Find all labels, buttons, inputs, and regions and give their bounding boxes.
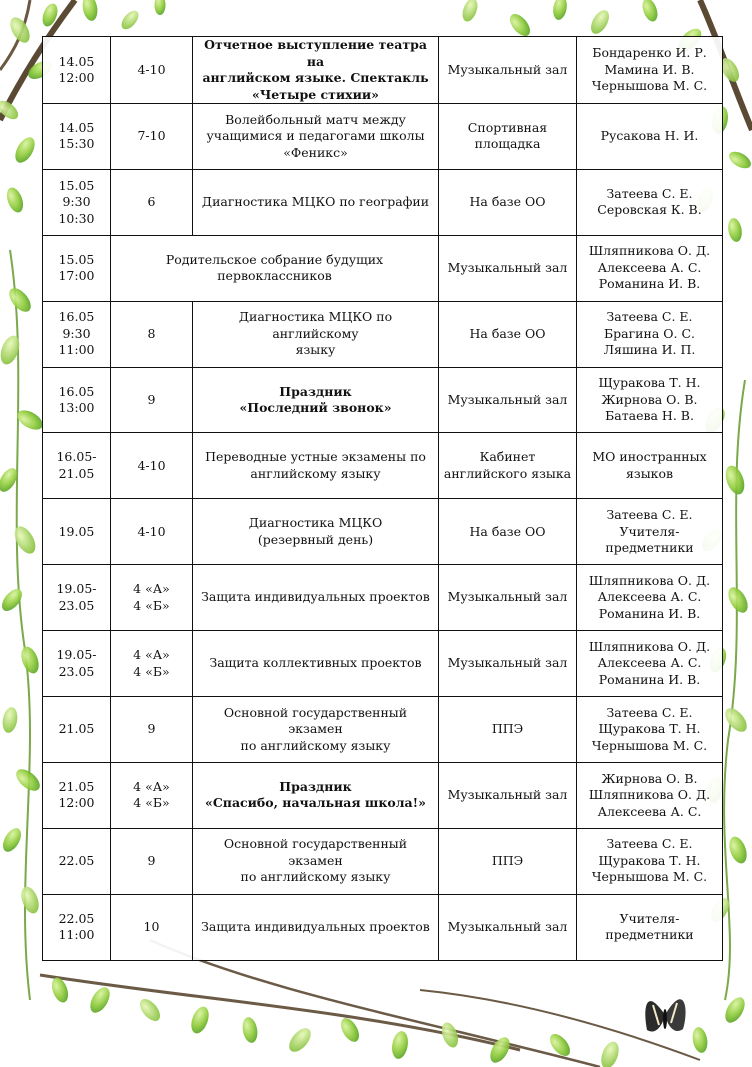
responsible-cell-line: Чернышова М. С. xyxy=(591,737,708,753)
responsible-cell-line: Батаева Н. В. xyxy=(605,408,694,424)
date-cell-line: 14.05 xyxy=(58,119,95,135)
place-cell xyxy=(439,565,577,631)
leaf-decoration xyxy=(5,284,35,315)
leaf-decoration xyxy=(724,584,751,616)
date-cell-line: 23.05 xyxy=(58,597,95,613)
event-cell-line: Основной государственный экзамен xyxy=(223,836,408,868)
responsible-cell xyxy=(577,499,723,565)
responsible-cell-line: Романина И. В. xyxy=(598,605,701,621)
responsible-cell-line: МО иностранных xyxy=(592,449,707,465)
table-row xyxy=(43,433,723,499)
leaf-decoration xyxy=(551,0,568,21)
table-row xyxy=(43,565,723,631)
date-cell-line: 11:00 xyxy=(58,342,95,358)
date-cell-line: 21.05 xyxy=(58,778,95,794)
responsible-cell-line: Щуракова Т. Н. xyxy=(598,852,701,868)
leaf-decoration xyxy=(11,134,38,166)
date-cell-line: 16.05- xyxy=(56,449,97,465)
grade-cell xyxy=(111,37,193,104)
place-cell xyxy=(439,828,577,894)
grade-cell-line: 4 «А» xyxy=(133,581,170,597)
grade-cell xyxy=(111,631,193,697)
responsible-cell-line: Мамина И. В. xyxy=(604,61,695,77)
table-row xyxy=(43,104,723,170)
event-cell-line: Волейбольный матч между xyxy=(225,111,406,127)
event-cell-line: первоклассников xyxy=(217,268,332,284)
event-cell xyxy=(193,697,439,763)
grade-cell-line: 6 xyxy=(147,194,156,210)
event-cell-line: Диагностика МЦКО по английскому xyxy=(238,309,393,341)
responsible-cell-line: предметники xyxy=(605,927,694,943)
grade-cell-line: 4 «Б» xyxy=(133,795,170,811)
date-cell xyxy=(43,169,111,235)
responsible-cell-line: Чернышова М. С. xyxy=(591,869,708,885)
event-cell xyxy=(193,762,439,828)
responsible-cell xyxy=(577,301,723,367)
leaf-decoration xyxy=(587,7,612,37)
responsible-cell xyxy=(577,894,723,960)
grade-cell xyxy=(111,697,193,763)
date-cell-line: 21.05 xyxy=(58,465,95,481)
place-cell-line: Музыкальный зал xyxy=(447,259,568,275)
responsible-cell-line: Учителя- xyxy=(619,523,680,539)
responsible-cell xyxy=(577,565,723,631)
event-cell xyxy=(111,235,439,301)
grade-cell xyxy=(111,169,193,235)
leaf-decoration xyxy=(86,984,113,1016)
grade-cell-line: 4 «Б» xyxy=(133,597,170,613)
event-cell-line: «Четыре стихии» xyxy=(252,86,379,102)
responsible-cell-line: Романина И. В. xyxy=(598,671,701,687)
responsible-cell-line: Алексеева А. С. xyxy=(597,655,702,671)
date-cell xyxy=(43,301,111,367)
event-cell-line: «Феникс» xyxy=(283,144,348,160)
event-cell-line: по английскому языку xyxy=(240,869,391,885)
leaf-decoration xyxy=(241,1016,260,1044)
date-cell-line: 17:00 xyxy=(58,268,95,284)
responsible-cell-line: Ляшина И. П. xyxy=(603,342,696,358)
event-cell xyxy=(193,433,439,499)
date-cell-line: 22.05 xyxy=(58,852,95,868)
leaf-decoration xyxy=(1,706,20,734)
leaf-decoration xyxy=(0,333,23,367)
responsible-cell xyxy=(577,367,723,433)
responsible-cell-line: Шляпникова О. Д. xyxy=(588,243,711,259)
date-cell xyxy=(43,828,111,894)
leaf-decoration xyxy=(598,1039,622,1067)
responsible-cell-line: Шляпникова О. Д. xyxy=(588,787,711,803)
responsible-cell xyxy=(577,104,723,170)
date-cell-line: 12:00 xyxy=(58,70,95,85)
date-cell xyxy=(43,367,111,433)
responsible-cell-line: Щуракова Т. Н. xyxy=(598,375,701,391)
responsible-cell-line: Алексеева А. С. xyxy=(597,589,702,605)
leaf-decoration xyxy=(0,825,25,855)
date-cell xyxy=(43,762,111,828)
table-row xyxy=(43,894,723,960)
place-cell-line: ППЭ xyxy=(491,721,524,737)
date-cell-line: 19.05- xyxy=(56,647,97,663)
event-cell-line: Праздник xyxy=(279,778,352,794)
grade-cell-line: 4 «А» xyxy=(133,647,170,663)
responsible-cell-line: Учителя- xyxy=(619,910,680,926)
responsible-cell-line: Жирнова О. В. xyxy=(601,770,698,786)
event-cell-line: «Спасибо, начальная школа!» xyxy=(205,795,426,811)
event-cell-line: Защита индивидуальных проектов xyxy=(201,589,430,605)
responsible-cell-line: Щуракова Т. Н. xyxy=(598,721,701,737)
event-cell-line: Отчетное выступление театра на xyxy=(204,37,427,69)
event-cell-line: языку xyxy=(295,342,336,358)
responsible-cell-line: Чернышова М. С. xyxy=(591,78,708,94)
date-cell-line: 13:00 xyxy=(58,400,95,415)
responsible-cell xyxy=(577,697,723,763)
place-cell-line: Музыкальный зал xyxy=(447,391,568,407)
place-cell xyxy=(439,762,577,828)
place-cell xyxy=(439,104,577,170)
place-cell-line: ППЭ xyxy=(491,852,524,868)
leaf-decoration xyxy=(18,884,42,916)
grade-cell xyxy=(111,433,193,499)
grade-cell-line: 10 xyxy=(143,918,160,934)
responsible-cell-line: Затеева С. Е. xyxy=(606,309,693,325)
table-row xyxy=(43,301,723,367)
grade-cell xyxy=(111,565,193,631)
responsible-cell-line: Жирнова О. В. xyxy=(601,391,698,407)
date-cell-line: 16.05 xyxy=(58,309,95,325)
date-cell-line: 15:30 xyxy=(58,136,95,152)
leaf-decoration xyxy=(4,185,26,214)
grade-cell-line: 4-10 xyxy=(137,523,166,539)
table-row xyxy=(43,828,723,894)
leaf-decoration xyxy=(285,1024,315,1055)
event-cell xyxy=(193,104,439,170)
grade-cell-line: 7-10 xyxy=(137,128,166,144)
event-cell xyxy=(193,301,439,367)
responsible-cell-line: Затеева С. Е. xyxy=(606,704,693,720)
leaf-decoration xyxy=(726,834,750,866)
leaf-decoration xyxy=(726,148,752,171)
schedule-table xyxy=(42,36,723,961)
place-cell xyxy=(439,169,577,235)
event-cell xyxy=(193,631,439,697)
grade-cell-line: 4 «Б» xyxy=(133,663,170,679)
place-cell xyxy=(439,433,577,499)
event-cell-line: по английскому языку xyxy=(240,737,391,753)
leaf-decoration xyxy=(722,463,748,497)
responsible-cell xyxy=(577,37,723,104)
responsible-cell-line: Брагина О. С. xyxy=(603,325,695,341)
leaf-decoration xyxy=(640,0,661,24)
event-cell-line: Родительское собрание будущих xyxy=(165,251,384,267)
date-cell-line: 19.05 xyxy=(58,523,95,539)
responsible-cell-line: Серовская К. В. xyxy=(597,202,702,218)
event-cell xyxy=(193,499,439,565)
event-cell-line: Праздник xyxy=(279,383,352,399)
leaf-decoration xyxy=(390,1030,410,1060)
event-cell-line: английском языке. Спектакль xyxy=(202,70,429,85)
place-cell-line: Кабинет xyxy=(479,449,536,465)
leaf-decoration xyxy=(721,704,751,735)
leaf-decoration xyxy=(6,14,33,46)
responsible-cell-line: Романина И. В. xyxy=(598,276,701,292)
leaf-decoration xyxy=(136,995,164,1024)
leaf-decoration xyxy=(155,0,166,15)
table-row xyxy=(43,235,723,301)
event-cell xyxy=(193,37,439,104)
event-cell-line: Защита индивидуальных проектов xyxy=(201,918,430,934)
leaf-decoration xyxy=(691,1026,710,1054)
date-cell-line: 21.05 xyxy=(58,721,95,737)
grade-cell-line: 4 «А» xyxy=(133,778,170,794)
place-cell-line: Спортивная xyxy=(467,119,548,135)
date-cell-line: 10:30 xyxy=(58,210,95,226)
responsible-cell xyxy=(577,169,723,235)
table-row xyxy=(43,37,723,104)
grade-cell xyxy=(111,301,193,367)
responsible-cell-line: Затеева С. Е. xyxy=(606,185,693,201)
responsible-cell-line: Алексеева А. С. xyxy=(597,803,702,819)
event-cell-line: «Последний звонок» xyxy=(239,400,392,415)
place-cell xyxy=(439,894,577,960)
date-cell-line: 22.05 xyxy=(58,910,95,926)
date-cell-line: 15.05 xyxy=(58,177,95,193)
event-cell xyxy=(193,894,439,960)
responsible-cell xyxy=(577,433,723,499)
event-cell xyxy=(193,828,439,894)
responsible-cell-line: предметники xyxy=(605,540,694,556)
date-cell-line: 16.05 xyxy=(58,383,95,399)
date-cell-line: 9:30 xyxy=(62,194,91,210)
place-cell xyxy=(439,37,577,104)
table-row xyxy=(43,367,723,433)
place-cell xyxy=(439,631,577,697)
place-cell-line: На базе ОО xyxy=(469,325,546,341)
place-cell-line: На базе ОО xyxy=(469,523,546,539)
event-cell-line: английскому языку xyxy=(250,465,381,481)
place-cell-line: Музыкальный зал xyxy=(447,61,568,77)
grade-cell-line: 4-10 xyxy=(137,457,166,473)
grade-cell xyxy=(111,828,193,894)
date-cell xyxy=(43,631,111,697)
responsible-cell-line: языков xyxy=(625,465,674,481)
grade-cell xyxy=(111,499,193,565)
date-cell xyxy=(43,433,111,499)
date-cell-line: 12:00 xyxy=(58,795,95,811)
date-cell xyxy=(43,697,111,763)
leaf-decoration xyxy=(188,1004,212,1036)
leaf-decoration xyxy=(0,585,26,614)
place-cell xyxy=(439,301,577,367)
responsible-cell xyxy=(577,235,723,301)
event-cell xyxy=(193,169,439,235)
place-cell xyxy=(439,235,577,301)
event-cell-line: Защита коллективных проектов xyxy=(209,655,422,671)
leaf-decoration xyxy=(460,0,481,24)
event-cell-line: Переводные устные экзамены по xyxy=(205,449,426,465)
date-cell xyxy=(43,565,111,631)
grade-cell-line: 9 xyxy=(147,852,156,868)
table-row xyxy=(43,697,723,763)
responsible-cell-line: Алексеева А. С. xyxy=(597,259,702,275)
date-cell-line: 23.05 xyxy=(58,663,95,679)
table-row xyxy=(43,762,723,828)
date-cell-line: 15.05 xyxy=(58,251,95,267)
place-cell xyxy=(439,499,577,565)
date-cell xyxy=(43,894,111,960)
event-cell xyxy=(193,565,439,631)
responsible-cell-line: Шляпникова О. Д. xyxy=(588,638,711,654)
date-cell-line: 9:30 xyxy=(62,325,91,341)
place-cell-line: площадка xyxy=(474,136,541,152)
grade-cell xyxy=(111,367,193,433)
responsible-cell-line: Затеева С. Е. xyxy=(606,507,693,523)
event-cell-line: учащимися и педагогами школы xyxy=(206,128,425,144)
leaf-decoration xyxy=(118,8,141,33)
date-cell xyxy=(43,104,111,170)
date-cell xyxy=(43,37,111,104)
place-cell-line: Музыкальный зал xyxy=(447,655,568,671)
event-cell-line: Основной государственный экзамен xyxy=(223,704,408,737)
place-cell xyxy=(439,367,577,433)
grade-cell xyxy=(111,104,193,170)
place-cell xyxy=(439,697,577,763)
responsible-cell-line: Затеева С. Е. xyxy=(606,836,693,852)
date-cell xyxy=(43,235,111,301)
table-row xyxy=(43,499,723,565)
leaf-decoration xyxy=(10,523,39,557)
event-cell xyxy=(193,367,439,433)
responsible-cell xyxy=(577,762,723,828)
responsible-cell-line: Русакова Н. И. xyxy=(600,128,699,144)
responsible-cell xyxy=(577,828,723,894)
butterfly-icon xyxy=(645,999,685,1031)
leaf-decoration xyxy=(81,0,100,22)
table-row xyxy=(43,169,723,235)
leaf-decoration xyxy=(726,217,743,243)
place-cell-line: На базе ОО xyxy=(469,194,546,210)
event-cell-line: Диагностика МЦКО xyxy=(248,515,383,531)
event-cell-line: Диагностика МЦКО по географии xyxy=(201,194,430,210)
grade-cell-line: 9 xyxy=(147,391,156,407)
date-cell-line: 19.05- xyxy=(56,581,97,597)
responsible-cell-line: Шляпникова О. Д. xyxy=(588,572,711,588)
date-cell xyxy=(43,499,111,565)
grade-cell-line: 4-10 xyxy=(137,61,166,77)
grade-cell-line: 8 xyxy=(147,325,156,341)
grade-cell xyxy=(111,894,193,960)
place-cell-line: Музыкальный зал xyxy=(447,589,568,605)
grade-cell-line: 9 xyxy=(147,721,156,737)
grade-cell xyxy=(111,762,193,828)
place-cell-line: английского языка xyxy=(443,465,572,481)
table-row xyxy=(43,631,723,697)
leaf-decoration xyxy=(18,644,42,676)
place-cell-line: Музыкальный зал xyxy=(447,918,568,934)
responsible-cell-line: Бондаренко И. Р. xyxy=(592,45,707,61)
date-cell-line: 14.05 xyxy=(58,53,95,69)
responsible-cell xyxy=(577,631,723,697)
event-cell-line: (резервный день) xyxy=(257,531,374,547)
place-cell-line: Музыкальный зал xyxy=(447,787,568,803)
date-cell-line: 11:00 xyxy=(58,927,95,943)
